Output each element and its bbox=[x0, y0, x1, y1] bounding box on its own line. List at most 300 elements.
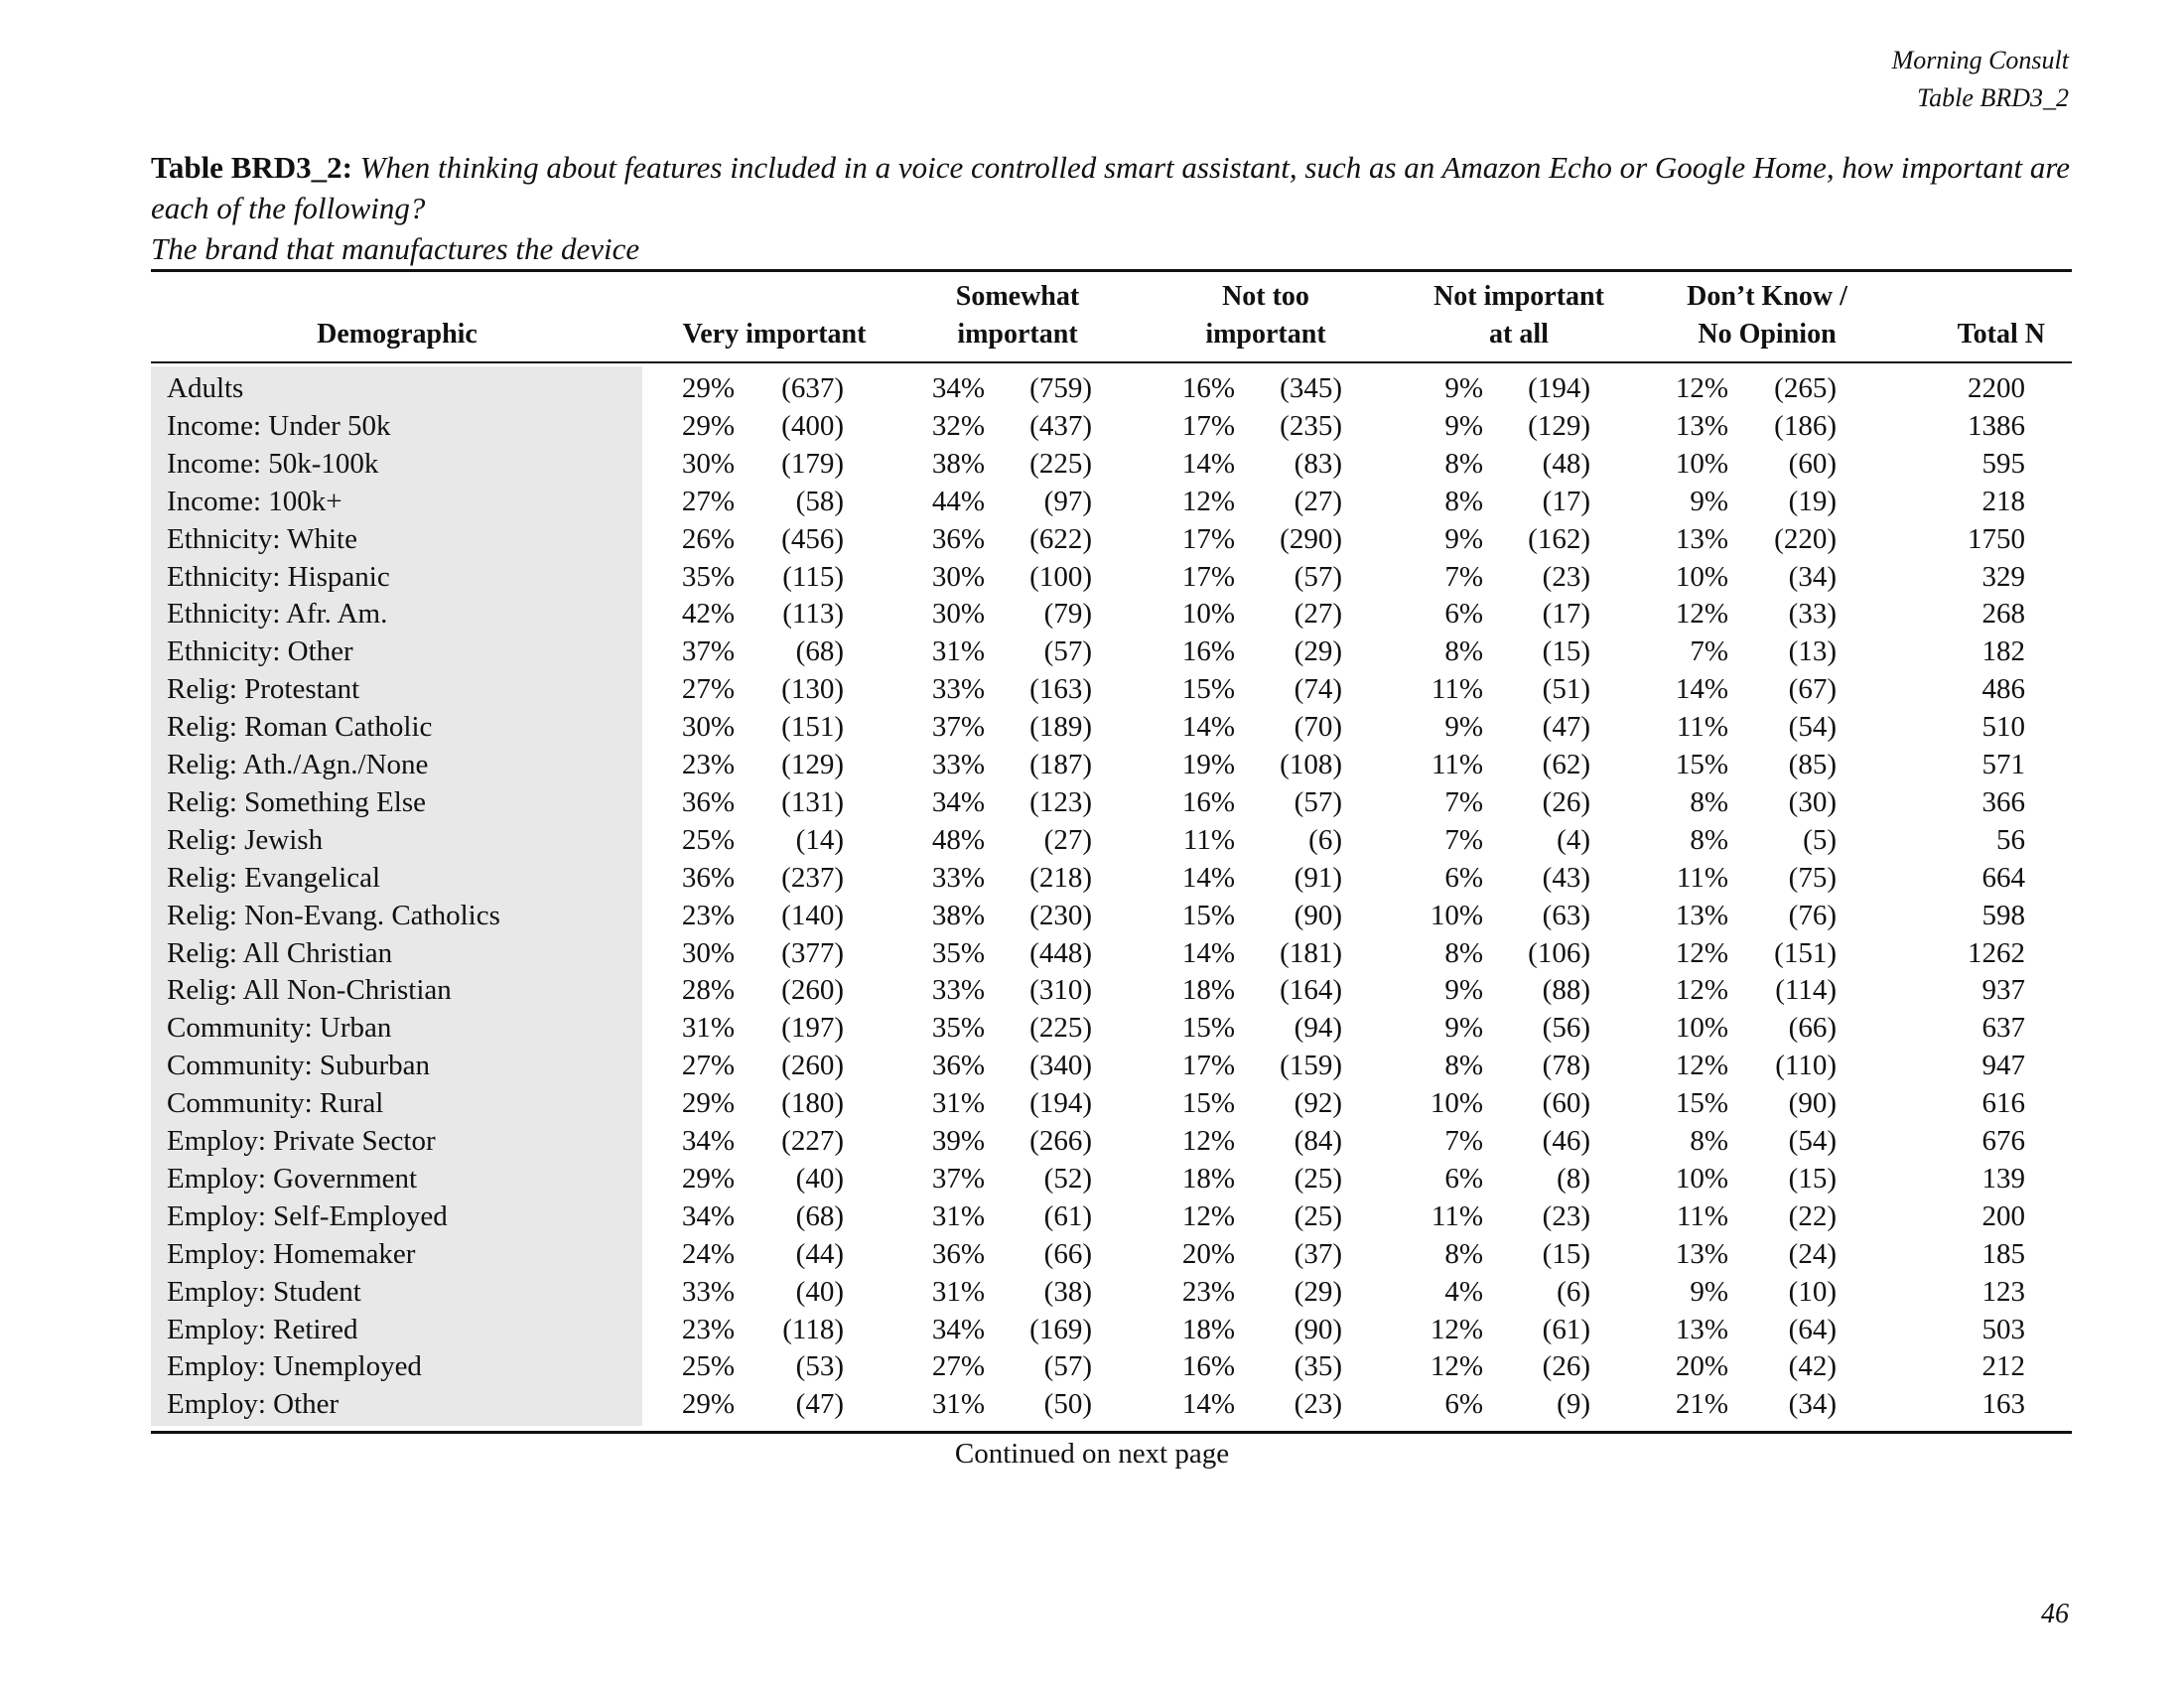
row-label: Employ: Unemployed bbox=[167, 1350, 422, 1383]
table-row bbox=[0, 859, 2184, 897]
not-too-important-pct: 16% bbox=[1181, 1350, 1235, 1383]
not-too-important-n: (25) bbox=[1294, 1162, 1342, 1195]
col-header-somewhat-important: Somewhat important bbox=[955, 281, 1080, 350]
very-important-n: (129) bbox=[781, 749, 844, 780]
dont-know-pct: 13% bbox=[1675, 522, 1728, 555]
table-row bbox=[0, 1347, 2184, 1385]
table-row bbox=[0, 934, 2184, 972]
not-important-n: (61) bbox=[1542, 1313, 1590, 1345]
dont-know-pct: 20% bbox=[1675, 1350, 1728, 1383]
very-important-n: (14) bbox=[795, 823, 844, 856]
row-label: Relig: Evangelical bbox=[167, 861, 381, 894]
not-too-important-pct: 14% bbox=[1181, 711, 1235, 744]
header-rule bbox=[151, 361, 2072, 363]
not-too-important-n: (181) bbox=[1280, 936, 1342, 969]
somewhat-important-n: (194) bbox=[1029, 1087, 1092, 1120]
not-too-important-n: (290) bbox=[1280, 522, 1342, 555]
very-important-pct: 25% bbox=[681, 1350, 735, 1383]
dont-know-pct: 12% bbox=[1675, 936, 1728, 969]
not-too-important-pct: 18% bbox=[1181, 1162, 1235, 1195]
dont-know-n: (265) bbox=[1774, 372, 1837, 404]
somewhat-important-n: (622) bbox=[1029, 522, 1092, 555]
col-header-dont-know: Don’t Know / No Opinion bbox=[1687, 281, 1847, 350]
very-important-pct: 35% bbox=[681, 560, 735, 593]
not-too-important-n: (83) bbox=[1294, 447, 1342, 480]
very-important-pct: 36% bbox=[681, 861, 735, 894]
somewhat-important-n: (79) bbox=[1043, 598, 1092, 631]
not-important-pct: 9% bbox=[1444, 409, 1483, 442]
very-important-pct: 27% bbox=[681, 673, 735, 706]
col-header-demographic: Demographic bbox=[317, 319, 478, 350]
row-label: Relig: Ath./Agn./None bbox=[167, 749, 429, 780]
not-important-n: (4) bbox=[1557, 823, 1590, 856]
page-number: 46 bbox=[2041, 1599, 2069, 1629]
not-too-important-n: (27) bbox=[1294, 598, 1342, 631]
total-n: 56 bbox=[1996, 823, 2025, 856]
dont-know-pct: 12% bbox=[1675, 1050, 1728, 1082]
very-important-n: (58) bbox=[795, 485, 844, 517]
total-n: 676 bbox=[1981, 1125, 2025, 1157]
somewhat-important-pct: 30% bbox=[931, 560, 985, 593]
very-important-n: (260) bbox=[781, 1050, 844, 1082]
dont-know-n: (114) bbox=[1775, 974, 1837, 1007]
total-n: 212 bbox=[1981, 1350, 2025, 1383]
not-too-important-n: (35) bbox=[1294, 1350, 1342, 1383]
total-n: 366 bbox=[1981, 785, 2025, 818]
somewhat-important-pct: 32% bbox=[931, 409, 985, 442]
not-too-important-pct: 17% bbox=[1181, 522, 1235, 555]
not-important-n: (88) bbox=[1542, 974, 1590, 1007]
not-too-important-n: (57) bbox=[1294, 785, 1342, 818]
row-label: Employ: Other bbox=[167, 1388, 340, 1421]
somewhat-important-n: (52) bbox=[1043, 1162, 1092, 1195]
row-label: Employ: Homemaker bbox=[167, 1237, 416, 1270]
not-important-n: (48) bbox=[1542, 447, 1590, 480]
row-label: Ethnicity: Other bbox=[167, 635, 353, 668]
very-important-n: (40) bbox=[795, 1162, 844, 1195]
very-important-n: (197) bbox=[781, 1012, 844, 1045]
dont-know-pct: 14% bbox=[1675, 673, 1728, 706]
very-important-n: (113) bbox=[782, 598, 844, 631]
table-title bbox=[151, 147, 2072, 269]
total-n: 486 bbox=[1981, 673, 2025, 706]
not-important-n: (47) bbox=[1542, 711, 1590, 744]
table-row bbox=[0, 595, 2184, 633]
row-label: Ethnicity: Hispanic bbox=[167, 560, 390, 593]
very-important-pct: 42% bbox=[681, 598, 735, 631]
very-important-pct: 36% bbox=[681, 785, 735, 818]
not-too-important-pct: 17% bbox=[1181, 560, 1235, 593]
dont-know-n: (186) bbox=[1774, 409, 1837, 442]
dont-know-n: (34) bbox=[1788, 1388, 1837, 1421]
table-row bbox=[0, 1047, 2184, 1084]
somewhat-important-n: (437) bbox=[1029, 409, 1092, 442]
not-too-important-n: (27) bbox=[1294, 485, 1342, 517]
dont-know-n: (60) bbox=[1788, 447, 1837, 480]
dont-know-n: (34) bbox=[1788, 560, 1837, 593]
not-too-important-n: (108) bbox=[1280, 749, 1342, 780]
very-important-n: (637) bbox=[781, 372, 844, 404]
row-label: Employ: Government bbox=[167, 1162, 418, 1195]
somewhat-important-pct: 33% bbox=[931, 749, 985, 780]
somewhat-important-n: (759) bbox=[1029, 372, 1092, 404]
not-too-important-n: (23) bbox=[1294, 1388, 1342, 1421]
very-important-pct: 27% bbox=[681, 1050, 735, 1082]
not-too-important-pct: 10% bbox=[1181, 598, 1235, 631]
very-important-n: (118) bbox=[782, 1313, 844, 1345]
somewhat-important-n: (310) bbox=[1029, 974, 1092, 1007]
table-row bbox=[0, 1160, 2184, 1197]
table-row bbox=[0, 670, 2184, 708]
dont-know-pct: 11% bbox=[1676, 1199, 1728, 1232]
very-important-n: (130) bbox=[781, 673, 844, 706]
not-important-n: (60) bbox=[1542, 1087, 1590, 1120]
table-row bbox=[0, 633, 2184, 670]
somewhat-important-n: (225) bbox=[1029, 447, 1092, 480]
not-too-important-n: (94) bbox=[1294, 1012, 1342, 1045]
row-label: Relig: Jewish bbox=[167, 823, 324, 856]
not-too-important-pct: 14% bbox=[1181, 1388, 1235, 1421]
somewhat-important-n: (57) bbox=[1043, 635, 1092, 668]
not-too-important-n: (235) bbox=[1280, 409, 1342, 442]
table-row bbox=[0, 520, 2184, 558]
not-too-important-pct: 14% bbox=[1181, 936, 1235, 969]
somewhat-important-pct: 33% bbox=[931, 673, 985, 706]
very-important-n: (227) bbox=[781, 1125, 844, 1157]
dont-know-pct: 15% bbox=[1675, 1087, 1728, 1120]
somewhat-important-n: (100) bbox=[1029, 560, 1092, 593]
table-top-rule bbox=[151, 269, 2072, 272]
total-n: 1262 bbox=[1968, 936, 2025, 969]
somewhat-important-n: (230) bbox=[1029, 899, 1092, 931]
very-important-pct: 37% bbox=[681, 635, 735, 668]
very-important-pct: 26% bbox=[681, 522, 735, 555]
very-important-n: (131) bbox=[781, 785, 844, 818]
row-label: Ethnicity: Afr. Am. bbox=[167, 598, 388, 631]
total-n: 664 bbox=[1981, 861, 2025, 894]
dont-know-pct: 13% bbox=[1675, 1237, 1728, 1270]
very-important-n: (180) bbox=[781, 1087, 844, 1120]
total-n: 1750 bbox=[1968, 522, 2025, 555]
somewhat-important-n: (38) bbox=[1043, 1275, 1092, 1308]
not-important-pct: 8% bbox=[1444, 485, 1483, 517]
not-important-pct: 6% bbox=[1444, 861, 1483, 894]
total-n: 947 bbox=[1981, 1050, 2025, 1082]
not-too-important-pct: 14% bbox=[1181, 447, 1235, 480]
very-important-pct: 30% bbox=[681, 447, 735, 480]
dont-know-n: (19) bbox=[1788, 485, 1837, 517]
very-important-n: (140) bbox=[781, 899, 844, 931]
col-header-not-important-at-all: Not important at all bbox=[1433, 281, 1604, 350]
not-too-important-n: (159) bbox=[1280, 1050, 1342, 1082]
not-important-pct: 9% bbox=[1444, 1012, 1483, 1045]
very-important-pct: 23% bbox=[681, 899, 735, 931]
not-too-important-n: (25) bbox=[1294, 1199, 1342, 1232]
col-header-not-too-important: Not too important bbox=[1205, 281, 1326, 350]
dont-know-pct: 15% bbox=[1675, 749, 1728, 780]
col-header-total-n: Total N bbox=[1957, 319, 2045, 350]
somewhat-important-pct: 34% bbox=[931, 1313, 985, 1345]
not-too-important-pct: 14% bbox=[1181, 861, 1235, 894]
total-n: 185 bbox=[1981, 1237, 2025, 1270]
very-important-pct: 24% bbox=[681, 1237, 735, 1270]
not-too-important-n: (29) bbox=[1294, 635, 1342, 668]
dont-know-pct: 9% bbox=[1690, 1275, 1728, 1308]
not-too-important-n: (74) bbox=[1294, 673, 1342, 706]
not-too-important-n: (6) bbox=[1308, 823, 1342, 856]
not-important-n: (63) bbox=[1542, 899, 1590, 931]
somewhat-important-pct: 39% bbox=[931, 1125, 985, 1157]
not-too-important-n: (90) bbox=[1294, 1313, 1342, 1345]
total-n: 139 bbox=[1981, 1162, 2025, 1195]
not-too-important-n: (92) bbox=[1294, 1087, 1342, 1120]
somewhat-important-n: (189) bbox=[1029, 711, 1092, 744]
row-label: Relig: All Non-Christian bbox=[167, 974, 452, 1007]
dont-know-n: (15) bbox=[1788, 1162, 1837, 1195]
very-important-pct: 29% bbox=[681, 372, 735, 404]
not-too-important-pct: 12% bbox=[1181, 1125, 1235, 1157]
somewhat-important-n: (169) bbox=[1029, 1313, 1092, 1345]
total-n: 598 bbox=[1981, 899, 2025, 931]
row-label: Adults bbox=[167, 372, 244, 404]
somewhat-important-pct: 44% bbox=[931, 485, 985, 517]
table-row bbox=[0, 1197, 2184, 1235]
not-important-pct: 7% bbox=[1444, 823, 1483, 856]
not-important-pct: 4% bbox=[1444, 1275, 1483, 1308]
somewhat-important-n: (27) bbox=[1043, 823, 1092, 856]
table-row bbox=[0, 1122, 2184, 1160]
very-important-pct: 29% bbox=[681, 409, 735, 442]
somewhat-important-pct: 31% bbox=[931, 1388, 985, 1421]
dont-know-pct: 10% bbox=[1675, 1162, 1728, 1195]
not-important-pct: 10% bbox=[1430, 1087, 1483, 1120]
not-important-n: (43) bbox=[1542, 861, 1590, 894]
not-too-important-pct: 17% bbox=[1181, 409, 1235, 442]
total-n: 163 bbox=[1981, 1388, 2025, 1421]
dont-know-n: (30) bbox=[1788, 785, 1837, 818]
not-too-important-pct: 16% bbox=[1181, 785, 1235, 818]
row-label: Employ: Private Sector bbox=[167, 1125, 436, 1157]
not-important-n: (62) bbox=[1542, 749, 1590, 780]
not-too-important-pct: 18% bbox=[1181, 974, 1235, 1007]
table-row bbox=[0, 1084, 2184, 1122]
total-n: 2200 bbox=[1968, 372, 2025, 404]
somewhat-important-pct: 36% bbox=[931, 1050, 985, 1082]
not-too-important-n: (37) bbox=[1294, 1237, 1342, 1270]
not-important-n: (106) bbox=[1528, 936, 1590, 969]
not-important-pct: 8% bbox=[1444, 936, 1483, 969]
dont-know-n: (220) bbox=[1774, 522, 1837, 555]
not-too-important-pct: 19% bbox=[1181, 749, 1235, 780]
total-n: 637 bbox=[1981, 1012, 2025, 1045]
table-row bbox=[0, 746, 2184, 783]
not-important-n: (6) bbox=[1557, 1275, 1590, 1308]
row-label: Community: Suburban bbox=[167, 1050, 431, 1082]
dont-know-n: (67) bbox=[1788, 673, 1837, 706]
not-important-pct: 10% bbox=[1430, 899, 1483, 931]
table-subtitle: The brand that manufactures the device bbox=[151, 231, 640, 266]
table-id: Table BRD3_2 bbox=[1917, 83, 2069, 112]
not-important-pct: 8% bbox=[1444, 635, 1483, 668]
not-too-important-pct: 11% bbox=[1182, 823, 1235, 856]
very-important-pct: 27% bbox=[681, 485, 735, 517]
row-label: Relig: Roman Catholic bbox=[167, 711, 433, 744]
row-label: Income: Under 50k bbox=[167, 409, 391, 442]
very-important-pct: 29% bbox=[681, 1162, 735, 1195]
very-important-pct: 28% bbox=[681, 974, 735, 1007]
dont-know-n: (5) bbox=[1803, 823, 1837, 856]
table-row bbox=[0, 783, 2184, 821]
somewhat-important-pct: 34% bbox=[931, 372, 985, 404]
not-important-n: (26) bbox=[1542, 785, 1590, 818]
somewhat-important-pct: 31% bbox=[931, 1275, 985, 1308]
not-important-pct: 7% bbox=[1444, 785, 1483, 818]
very-important-n: (47) bbox=[795, 1388, 844, 1421]
somewhat-important-n: (340) bbox=[1029, 1050, 1092, 1082]
row-label: Community: Rural bbox=[167, 1087, 384, 1120]
table-row bbox=[0, 897, 2184, 934]
row-label: Relig: Protestant bbox=[167, 673, 360, 706]
col-header-very-important: Very important bbox=[682, 319, 867, 350]
somewhat-important-pct: 48% bbox=[931, 823, 985, 856]
row-label: Income: 50k-100k bbox=[167, 447, 379, 480]
somewhat-important-pct: 33% bbox=[931, 974, 985, 1007]
dont-know-n: (64) bbox=[1788, 1313, 1837, 1345]
not-too-important-n: (70) bbox=[1294, 711, 1342, 744]
not-important-pct: 9% bbox=[1444, 711, 1483, 744]
not-too-important-n: (90) bbox=[1294, 899, 1342, 931]
dont-know-n: (151) bbox=[1774, 936, 1837, 969]
continued-note: Continued on next page bbox=[954, 1438, 1230, 1470]
very-important-pct: 33% bbox=[681, 1275, 735, 1308]
not-important-pct: 9% bbox=[1444, 974, 1483, 1007]
not-important-n: (162) bbox=[1528, 522, 1590, 555]
dont-know-pct: 10% bbox=[1675, 1012, 1728, 1045]
not-important-n: (15) bbox=[1542, 1237, 1590, 1270]
not-too-important-pct: 16% bbox=[1181, 635, 1235, 668]
row-label: Income: 100k+ bbox=[167, 485, 342, 517]
total-n: 329 bbox=[1981, 560, 2025, 593]
row-label: Employ: Self-Employed bbox=[167, 1199, 448, 1232]
total-n: 200 bbox=[1981, 1199, 2025, 1232]
dont-know-pct: 21% bbox=[1675, 1388, 1728, 1421]
dont-know-n: (110) bbox=[1775, 1050, 1837, 1082]
somewhat-important-n: (187) bbox=[1029, 749, 1092, 780]
not-important-n: (26) bbox=[1542, 1350, 1590, 1383]
very-important-n: (151) bbox=[781, 711, 844, 744]
table-row bbox=[0, 558, 2184, 596]
not-important-pct: 8% bbox=[1444, 447, 1483, 480]
table-row bbox=[0, 445, 2184, 483]
very-important-n: (44) bbox=[795, 1237, 844, 1270]
not-important-pct: 6% bbox=[1444, 1388, 1483, 1421]
not-important-pct: 7% bbox=[1444, 1125, 1483, 1157]
somewhat-important-n: (218) bbox=[1029, 861, 1092, 894]
very-important-n: (68) bbox=[795, 635, 844, 668]
somewhat-important-n: (123) bbox=[1029, 785, 1092, 818]
not-too-important-n: (345) bbox=[1280, 372, 1342, 404]
not-too-important-pct: 17% bbox=[1181, 1050, 1235, 1082]
very-important-n: (53) bbox=[795, 1350, 844, 1383]
dont-know-n: (42) bbox=[1788, 1350, 1837, 1383]
not-important-pct: 6% bbox=[1444, 1162, 1483, 1195]
not-too-important-pct: 12% bbox=[1181, 485, 1235, 517]
row-label: Employ: Student bbox=[167, 1275, 361, 1308]
dont-know-pct: 13% bbox=[1675, 899, 1728, 931]
total-n: 268 bbox=[1981, 598, 2025, 631]
not-important-pct: 12% bbox=[1430, 1350, 1483, 1383]
dont-know-n: (33) bbox=[1788, 598, 1837, 631]
total-n: 503 bbox=[1981, 1313, 2025, 1345]
not-too-important-n: (91) bbox=[1294, 861, 1342, 894]
very-important-pct: 29% bbox=[681, 1087, 735, 1120]
table-row bbox=[0, 1273, 2184, 1311]
total-n: 510 bbox=[1981, 711, 2025, 744]
table-row bbox=[0, 971, 2184, 1009]
not-too-important-n: (29) bbox=[1294, 1275, 1342, 1308]
not-too-important-pct: 12% bbox=[1181, 1199, 1235, 1232]
dont-know-pct: 7% bbox=[1690, 635, 1728, 668]
total-n: 937 bbox=[1981, 974, 2025, 1007]
very-important-n: (260) bbox=[781, 974, 844, 1007]
not-important-n: (56) bbox=[1542, 1012, 1590, 1045]
table-row bbox=[0, 483, 2184, 520]
not-important-pct: 12% bbox=[1430, 1313, 1483, 1345]
table-row bbox=[0, 407, 2184, 445]
not-important-pct: 9% bbox=[1444, 372, 1483, 404]
table-row bbox=[0, 821, 2184, 859]
total-n: 616 bbox=[1981, 1087, 2025, 1120]
row-label: Ethnicity: White bbox=[167, 522, 357, 555]
not-important-n: (194) bbox=[1528, 372, 1590, 404]
very-important-pct: 25% bbox=[681, 823, 735, 856]
row-label: Relig: Non-Evang. Catholics bbox=[167, 899, 500, 931]
not-important-pct: 6% bbox=[1444, 598, 1483, 631]
dont-know-pct: 12% bbox=[1675, 598, 1728, 631]
total-n: 218 bbox=[1981, 485, 2025, 517]
dont-know-pct: 10% bbox=[1675, 560, 1728, 593]
very-important-pct: 34% bbox=[681, 1125, 735, 1157]
not-important-n: (15) bbox=[1542, 635, 1590, 668]
somewhat-important-n: (448) bbox=[1029, 936, 1092, 969]
table-row bbox=[0, 1311, 2184, 1348]
very-important-n: (400) bbox=[781, 409, 844, 442]
dont-know-n: (10) bbox=[1788, 1275, 1837, 1308]
dont-know-pct: 12% bbox=[1675, 974, 1728, 1007]
somewhat-important-n: (66) bbox=[1043, 1237, 1092, 1270]
not-important-pct: 8% bbox=[1444, 1237, 1483, 1270]
somewhat-important-pct: 36% bbox=[931, 522, 985, 555]
dont-know-n: (54) bbox=[1788, 1125, 1837, 1157]
not-too-important-pct: 20% bbox=[1181, 1237, 1235, 1270]
somewhat-important-pct: 31% bbox=[931, 635, 985, 668]
not-important-pct: 11% bbox=[1431, 1199, 1483, 1232]
dont-know-pct: 13% bbox=[1675, 409, 1728, 442]
somewhat-important-pct: 34% bbox=[931, 785, 985, 818]
very-important-pct: 30% bbox=[681, 711, 735, 744]
somewhat-important-pct: 35% bbox=[931, 936, 985, 969]
not-important-pct: 11% bbox=[1431, 749, 1483, 780]
very-important-n: (179) bbox=[781, 447, 844, 480]
very-important-pct: 23% bbox=[681, 749, 735, 780]
dont-know-pct: 8% bbox=[1690, 1125, 1728, 1157]
not-too-important-n: (164) bbox=[1280, 974, 1342, 1007]
not-important-n: (78) bbox=[1542, 1050, 1590, 1082]
not-too-important-pct: 23% bbox=[1181, 1275, 1235, 1308]
somewhat-important-n: (57) bbox=[1043, 1350, 1092, 1383]
somewhat-important-pct: 33% bbox=[931, 861, 985, 894]
total-n: 182 bbox=[1981, 635, 2025, 668]
